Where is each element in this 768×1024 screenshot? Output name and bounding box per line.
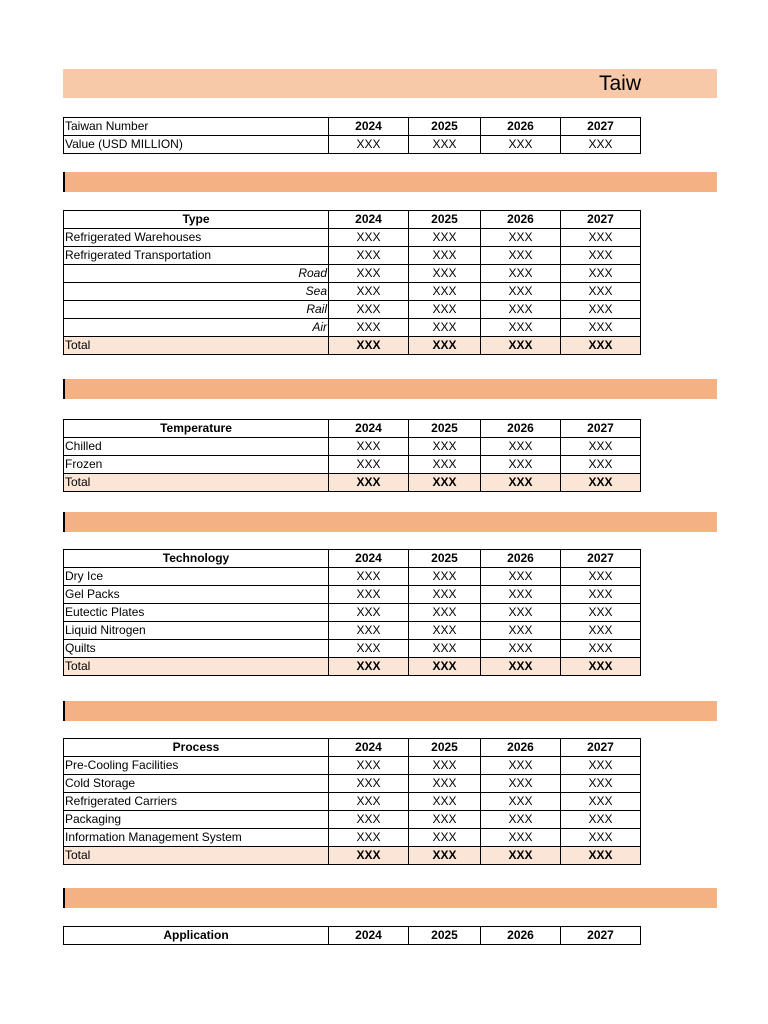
table-header-label: Technology <box>64 550 329 568</box>
table-row <box>64 229 641 247</box>
row-label: Sea <box>64 283 329 301</box>
table-cell: XXX <box>481 568 561 586</box>
table-cell: XXX <box>561 456 641 474</box>
row-label: Gel Packs <box>64 586 329 604</box>
total-label: Total <box>64 658 329 676</box>
table-cell: XXX <box>409 438 481 456</box>
table-header-row <box>64 739 641 757</box>
total-cell: XXX <box>409 847 481 865</box>
table-row <box>64 568 641 586</box>
total-cell: XXX <box>409 337 481 355</box>
table-cell: XXX <box>329 568 409 586</box>
table-cell: XXX <box>329 136 409 154</box>
table-cell: XXX <box>329 456 409 474</box>
year-header: 2025 <box>409 211 481 229</box>
table-cell: XXX <box>481 283 561 301</box>
page-title: Taiw <box>599 72 642 95</box>
table-header-label: Taiwan Number <box>64 118 329 136</box>
table-cell: XXX <box>409 301 481 319</box>
year-header: 2026 <box>481 211 561 229</box>
section-marker <box>63 701 65 721</box>
table-cell: XXX <box>561 640 641 658</box>
technology-table <box>63 549 641 676</box>
table-cell: XXX <box>329 586 409 604</box>
table-row <box>64 301 641 319</box>
table-cell: XXX <box>329 301 409 319</box>
year-header: 2025 <box>409 927 481 945</box>
year-header: 2024 <box>329 550 409 568</box>
table-row <box>64 136 641 154</box>
table-cell: XXX <box>409 604 481 622</box>
table-cell: XXX <box>409 829 481 847</box>
table-row <box>64 604 641 622</box>
total-cell: XXX <box>561 474 641 492</box>
table-cell: XXX <box>561 586 641 604</box>
table-cell: XXX <box>481 757 561 775</box>
total-label: Total <box>64 847 329 865</box>
section-bar <box>63 888 717 908</box>
total-cell: XXX <box>329 658 409 676</box>
table-cell: XXX <box>409 265 481 283</box>
table-cell: XXX <box>561 568 641 586</box>
year-header: 2025 <box>409 420 481 438</box>
table-row <box>64 319 641 337</box>
row-label: Pre-Cooling Facilities <box>64 757 329 775</box>
table-row <box>64 757 641 775</box>
table-cell: XXX <box>329 247 409 265</box>
year-header: 2025 <box>409 550 481 568</box>
year-header: 2024 <box>329 927 409 945</box>
row-label: Dry Ice <box>64 568 329 586</box>
table-cell: XXX <box>481 586 561 604</box>
table-cell: XXX <box>481 775 561 793</box>
table-cell: XXX <box>561 319 641 337</box>
row-label: Eutectic Plates <box>64 604 329 622</box>
table-row <box>64 811 641 829</box>
type-table <box>63 210 641 355</box>
table-cell: XXX <box>481 265 561 283</box>
table-row <box>64 793 641 811</box>
table-cell: XXX <box>329 640 409 658</box>
table-row <box>64 586 641 604</box>
table-cell: XXX <box>409 586 481 604</box>
year-header: 2026 <box>481 927 561 945</box>
process-table <box>63 738 641 865</box>
table-header-row <box>64 927 641 945</box>
table-cell: XXX <box>561 793 641 811</box>
table-cell: XXX <box>561 622 641 640</box>
table-cell: XXX <box>409 811 481 829</box>
year-header: 2024 <box>329 211 409 229</box>
row-label: Information Management System <box>64 829 329 847</box>
temperature-table <box>63 419 641 492</box>
row-label: Rail <box>64 301 329 319</box>
table-row <box>64 640 641 658</box>
application-table <box>63 926 641 945</box>
table-cell: XXX <box>561 247 641 265</box>
section-bar <box>63 512 717 532</box>
table-cell: XXX <box>481 438 561 456</box>
year-header: 2026 <box>481 118 561 136</box>
table-cell: XXX <box>329 438 409 456</box>
table-cell: XXX <box>481 136 561 154</box>
section-marker <box>63 379 65 399</box>
total-label: Total <box>64 474 329 492</box>
table-cell: XXX <box>409 283 481 301</box>
table-row <box>64 283 641 301</box>
row-label: Refrigerated Carriers <box>64 793 329 811</box>
table-cell: XXX <box>561 265 641 283</box>
total-cell: XXX <box>561 337 641 355</box>
total-cell: XXX <box>481 658 561 676</box>
table-cell: XXX <box>329 265 409 283</box>
row-label: Value (USD MILLION) <box>64 136 329 154</box>
table-cell: XXX <box>481 456 561 474</box>
year-header: 2026 <box>481 739 561 757</box>
table-cell: XXX <box>409 229 481 247</box>
table-header-label: Process <box>64 739 329 757</box>
total-cell: XXX <box>561 847 641 865</box>
table-cell: XXX <box>481 793 561 811</box>
year-header: 2027 <box>561 420 641 438</box>
table-cell: XXX <box>409 319 481 337</box>
table-header-row <box>64 420 641 438</box>
year-header: 2026 <box>481 420 561 438</box>
table-cell: XXX <box>481 829 561 847</box>
total-cell: XXX <box>329 474 409 492</box>
year-header: 2027 <box>561 927 641 945</box>
total-row <box>64 474 641 492</box>
row-label: Refrigerated Transportation <box>64 247 329 265</box>
table-cell: XXX <box>409 456 481 474</box>
table-header-row <box>64 118 641 136</box>
table-cell: XXX <box>409 775 481 793</box>
total-row <box>64 658 641 676</box>
table-row <box>64 438 641 456</box>
section-marker <box>63 888 65 908</box>
total-row <box>64 337 641 355</box>
total-cell: XXX <box>481 847 561 865</box>
total-cell: XXX <box>329 847 409 865</box>
table-cell: XXX <box>409 757 481 775</box>
table-cell: XXX <box>481 319 561 337</box>
total-cell: XXX <box>409 474 481 492</box>
table-cell: XXX <box>481 622 561 640</box>
table-cell: XXX <box>481 604 561 622</box>
year-header: 2027 <box>561 739 641 757</box>
year-header: 2025 <box>409 739 481 757</box>
section-bar <box>63 701 717 721</box>
row-label: Road <box>64 265 329 283</box>
row-label: Liquid Nitrogen <box>64 622 329 640</box>
table-cell: XXX <box>409 622 481 640</box>
table-row <box>64 456 641 474</box>
table-cell: XXX <box>481 640 561 658</box>
total-cell: XXX <box>329 337 409 355</box>
table-header-row <box>64 211 641 229</box>
row-label: Air <box>64 319 329 337</box>
table-cell: XXX <box>561 438 641 456</box>
year-header: 2027 <box>561 211 641 229</box>
table-row <box>64 622 641 640</box>
total-row <box>64 847 641 865</box>
year-header: 2024 <box>329 739 409 757</box>
table-cell: XXX <box>481 247 561 265</box>
table-cell: XXX <box>561 283 641 301</box>
year-header: 2026 <box>481 550 561 568</box>
table-cell: XXX <box>409 568 481 586</box>
table-cell: XXX <box>481 811 561 829</box>
table-cell: XXX <box>561 301 641 319</box>
total-label: Total <box>64 337 329 355</box>
table-cell: XXX <box>561 229 641 247</box>
section-marker <box>63 172 65 192</box>
year-header: 2027 <box>561 118 641 136</box>
table-cell: XXX <box>329 775 409 793</box>
row-label: Refrigerated Warehouses <box>64 229 329 247</box>
table-cell: XXX <box>329 604 409 622</box>
table-cell: XXX <box>561 757 641 775</box>
year-header: 2024 <box>329 420 409 438</box>
table-cell: XXX <box>329 793 409 811</box>
table-row <box>64 247 641 265</box>
row-label: Packaging <box>64 811 329 829</box>
section-marker <box>63 512 65 532</box>
table-cell: XXX <box>561 811 641 829</box>
row-label: Cold Storage <box>64 775 329 793</box>
table-cell: XXX <box>481 301 561 319</box>
year-header: 2024 <box>329 118 409 136</box>
table-header-label: Type <box>64 211 329 229</box>
table-cell: XXX <box>329 829 409 847</box>
table-cell: XXX <box>481 229 561 247</box>
section-bar <box>63 379 717 399</box>
year-header: 2025 <box>409 118 481 136</box>
table-cell: XXX <box>561 829 641 847</box>
table-cell: XXX <box>409 247 481 265</box>
taiwan-number-table <box>63 117 641 154</box>
section-bar <box>63 172 717 192</box>
table-cell: XXX <box>329 319 409 337</box>
table-row <box>64 265 641 283</box>
total-cell: XXX <box>481 474 561 492</box>
table-header-label: Temperature <box>64 420 329 438</box>
table-cell: XXX <box>329 757 409 775</box>
table-cell: XXX <box>329 229 409 247</box>
table-cell: XXX <box>329 283 409 301</box>
table-cell: XXX <box>409 136 481 154</box>
table-header-row <box>64 550 641 568</box>
table-cell: XXX <box>329 811 409 829</box>
table-row <box>64 829 641 847</box>
title-bar <box>63 69 717 98</box>
year-header: 2027 <box>561 550 641 568</box>
total-cell: XXX <box>561 658 641 676</box>
table-cell: XXX <box>329 622 409 640</box>
row-label: Quilts <box>64 640 329 658</box>
row-label: Frozen <box>64 456 329 474</box>
table-row <box>64 775 641 793</box>
total-cell: XXX <box>409 658 481 676</box>
table-cell: XXX <box>561 775 641 793</box>
table-cell: XXX <box>409 640 481 658</box>
table-cell: XXX <box>561 604 641 622</box>
table-cell: XXX <box>409 793 481 811</box>
total-cell: XXX <box>481 337 561 355</box>
table-cell: XXX <box>561 136 641 154</box>
table-header-label: Application <box>64 927 329 945</box>
row-label: Chilled <box>64 438 329 456</box>
